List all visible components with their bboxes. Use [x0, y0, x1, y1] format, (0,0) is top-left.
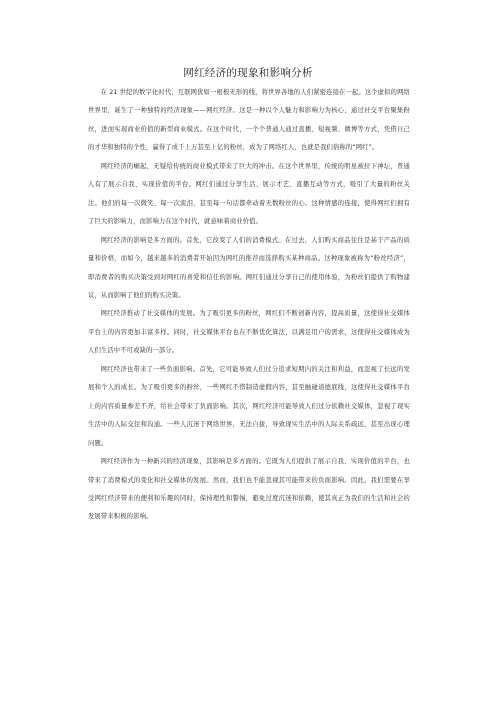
paragraph-consumption: 网红经济的影响是多方面的。首先，它改变了人们的消费模式。在过去，人们购买商品往往是基于产品的质量和价格，而如今，越来越多的消费者开始因为网红的推荐而选择购买某种商品。这种现象被称为“粉丝经济”，即消费者的购买决策受到对网红的喜爱和信任的影响。网红们通过分享自己的使用体验，为粉丝们提供了购物建议，从而影响了他们的购买决策。: [88, 236, 410, 299]
paragraph-conclusion: 网红经济作为一种新兴的经济现象，其影响是多方面的。它既为人们提供了展示自我、实现价值的平台，也带来了消费模式的变化和社交媒体的发展。然而，我们也不能忽视其可能带来的负面影响。因此，我们需要在享受网红经济带来的便利和乐趣的同时，保持理性和警惕，避免过度沉迷和依赖，使其真正为我们的生活和社会的发展带来积极的影响。: [88, 458, 410, 521]
paragraph-rise: 网红经济的崛起，无疑给传统的商业模式带来了巨大的冲击。在这个世界里，传统的明星被拉下神坛，普通人有了展示自我、实现价值的平台。网红们通过分享生活、展示才艺、直播互动等方式，吸引了大量的粉丝关注。他们的每一次微笑、每一次流泪，甚至每一句话都牵动着无数粉丝的心。这种情感的连接，使得网红们拥有了巨大的影响力，而影响力在这个时代，就意味着商业价值。: [88, 162, 410, 226]
paragraph-negative: 网红经济也带来了一些负面影响。首先，它可能导致人们过分追求短期内的关注和利益，而忽视了长远的发展和个人的成长。为了吸引更多的粉丝，一些网红不惜制造虚假内容，甚至触碰道德底线，这使得社交媒体平台上的内容质量参差不齐，给社会带来了负面影响。其次，网红经济可能导致人们过分依赖社交媒体，忽视了现实生活中的人际交往和沟通。一些人沉迷于网络世界，无法自拔，导致现实生活中的人际关系疏远，甚至出现心理问题。: [88, 365, 410, 447]
paragraph-social-media: 网红经济推动了社交媒体的发展。为了吸引更多的粉丝，网红们不断创新内容，提高质量，这使得社交媒体平台上的内容更加丰富多样。同时，社交媒体平台也在不断优化算法，以满足用户的需求，这使得社交媒体成为人们生活中不可或缺的一部分。: [88, 310, 410, 355]
document-title: 网红经济的现象和影响分析: [183, 67, 313, 79]
paragraph-intro: 在 21 世纪的数字化时代，互联网犹如一根根无形的线，将世界各地的人们紧密连接在一起。这个虚拟的网络世界里，诞生了一种独特的经济现象——网红经济。这是一种以个人魅力和影响力为核心，通过社交平台聚集粉丝，进而实现商业价值的新型商业模式。在这个时代，一个个普通人通过直播、短视频、微博等方式，凭借自己的才华和独特的个性，赢得了成千上万甚至上亿的粉丝，成为了网络红人，也就是我们俗称的“网红”。: [88, 89, 410, 152]
document-body: [88, 84, 410, 527]
